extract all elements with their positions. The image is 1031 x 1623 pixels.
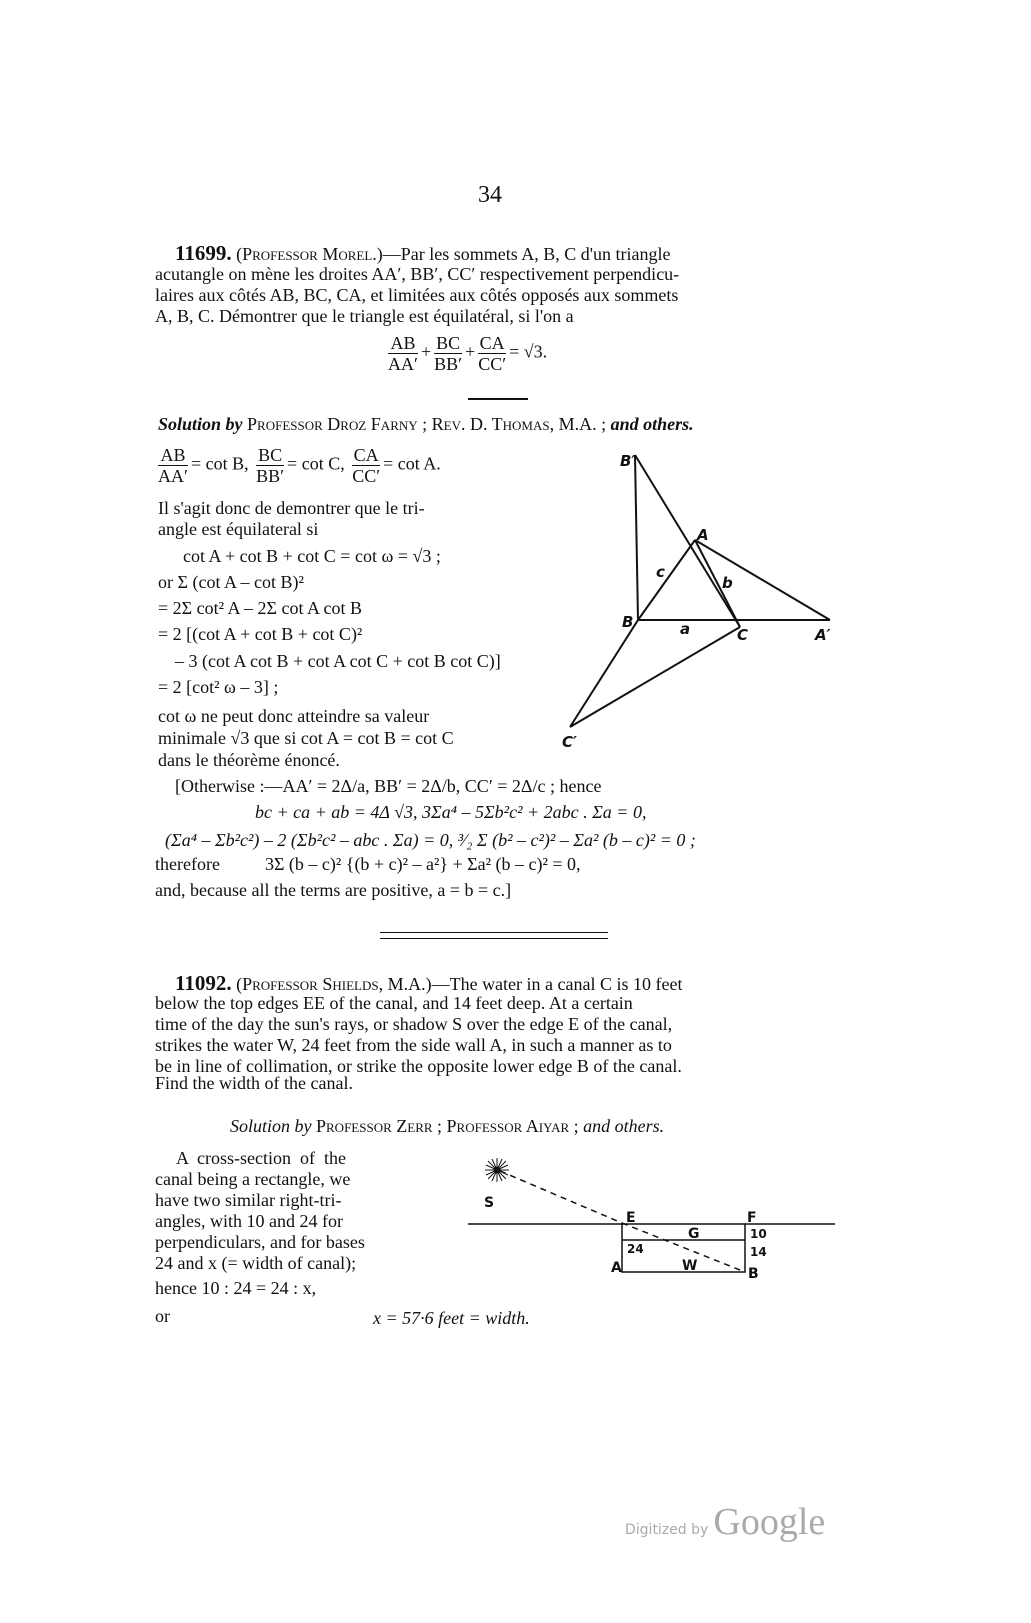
problem-number: 11092. <box>175 971 232 995</box>
numerator: CA <box>353 445 379 465</box>
text-line: A, B, C. Démontrer que le triangle est équilatéral, si l'on a <box>155 306 574 326</box>
fraction <box>388 333 418 374</box>
text-line: perpendiculars, and for bases <box>155 1232 365 1252</box>
fraction <box>434 333 462 374</box>
label-e: E <box>626 1210 636 1226</box>
text-line: minimale √3 que si cot A = cot B = cot C <box>158 728 454 748</box>
text: = cot B, <box>190 453 249 474</box>
text-line: hence 10 : 24 = 24 : x, <box>155 1278 317 1298</box>
text-line: time of the day the sun's rays, or shadow S over the edge E of the canal, <box>155 1014 673 1034</box>
text-line: bc + ca + ab = 4Δ √3, 3Σa⁴ – 5Σb²c² + 2abc . Σa = 0, <box>255 802 647 822</box>
line-bpc <box>635 455 740 627</box>
label-10: 10 <box>750 1227 767 1241</box>
text-line: or Σ (cot A – cot B)² <box>158 572 304 592</box>
label-bp: B′ <box>620 452 636 470</box>
sun-ray <box>500 1171 622 1223</box>
label-14: 14 <box>750 1245 767 1259</box>
line-aap <box>695 540 830 620</box>
numerator: BC <box>436 333 461 353</box>
label-a: A <box>611 1260 622 1276</box>
denominator: CC′ <box>352 466 381 486</box>
label-ap: A′ <box>815 626 831 644</box>
solution-credit <box>158 414 694 434</box>
solution-prefix: Solution by <box>158 414 243 434</box>
label-c: C <box>737 626 749 644</box>
solution-suffix: and others. <box>583 1116 665 1136</box>
text-line: angle est équilateral si <box>158 519 319 539</box>
denominator: BB′ <box>256 466 285 486</box>
problem-11092-line <box>175 973 682 994</box>
ray-to-b <box>622 1223 745 1272</box>
label-24: 24 <box>627 1242 644 1256</box>
divider <box>468 398 528 400</box>
text-line: —The water in a canal C is 10 feet <box>431 974 683 994</box>
line-bbp <box>635 455 638 620</box>
google-watermark <box>625 1500 825 1544</box>
numerator: AB <box>158 445 188 466</box>
text-line: —Par les sommets A, B, C d'un triangle <box>382 244 671 264</box>
fraction <box>158 445 188 486</box>
problem-11699-line <box>175 243 671 264</box>
text-line: acutangle on mène les droites AA′, BB′, CC′ respectivement perpendicu- <box>155 264 680 284</box>
text-line: Find the width of the canal. <box>155 1073 353 1093</box>
label-side-b: b <box>722 574 733 592</box>
label-s: S <box>484 1195 495 1211</box>
watermark-logo: Google <box>713 1501 826 1543</box>
text-line: Il s'agit donc de demontrer que le tri- <box>158 498 425 518</box>
text-line: angles, with 10 and 24 for <box>155 1211 343 1231</box>
label-side-a: a <box>680 620 691 638</box>
fraction <box>256 445 284 486</box>
text-line: therefore 3Σ (b – c)² {(b + c)² – a²} + Σa² (b – c)² = 0, <box>155 854 581 874</box>
text-line: – 3 (cot A cot B + cot A cot C + cot B cot C)] <box>175 651 501 671</box>
text-line: (Σa⁴ – Σb²c²) – 2 (Σb²c² – abc . Σa) = 0, ³⁄₂ Σ (b² – c²)² – Σa² (b – c)² = 0 ; <box>165 830 696 850</box>
label-w: W <box>682 1258 698 1274</box>
text-line: have two similar right-tri- <box>155 1190 342 1210</box>
final-equation: x = 57·6 feet = width. <box>373 1308 530 1328</box>
sun-icon <box>485 1158 509 1182</box>
text-line: strikes the water W, 24 feet from the side wall A, in such a manner as to <box>155 1035 672 1055</box>
denominator: CC′ <box>478 354 507 374</box>
text: = cot A. <box>383 453 441 474</box>
double-divider <box>380 932 608 939</box>
fraction <box>352 445 380 486</box>
label-a: A <box>697 526 709 544</box>
text-line: 24 and x (= width of canal); <box>155 1253 357 1273</box>
fraction <box>478 333 506 374</box>
line-ac <box>695 540 740 627</box>
canal-rect <box>622 1224 745 1272</box>
label-cp: C′ <box>562 733 577 751</box>
text-line: = 2 [(cot A + cot B + cot C)² <box>158 624 363 644</box>
denominator: AA′ <box>388 354 418 374</box>
text-line: canal being a rectangle, we <box>155 1169 351 1189</box>
line-cpc <box>570 627 740 727</box>
text-line: be in line of collimation, or strike the opposite lower edge B of the canal. <box>155 1056 682 1076</box>
text-line: dans le théorème énoncé. <box>158 750 340 770</box>
numerator: CA <box>479 333 505 353</box>
text-or: or <box>155 1306 170 1326</box>
text-line: = 2Σ cot² A – 2Σ cot A cot B <box>158 598 363 618</box>
cot-equations <box>155 445 441 486</box>
label-side-c: c <box>656 563 665 581</box>
problem-author: (Professor Shields, M.A.) <box>236 974 432 994</box>
solution-prefix: Solution by <box>230 1116 312 1136</box>
text-line: [Otherwise :—AA′ = 2Δ/a, BB′ = 2Δ/b, CC′ = 2Δ/c ; hence <box>175 776 602 796</box>
text-line: A cross-section of the <box>176 1148 346 1168</box>
numerator: AB <box>388 333 418 354</box>
solution-credit <box>230 1116 664 1136</box>
watermark-prefix: Digitized by <box>625 1522 709 1538</box>
solution-names: Professor Droz Farny ; Rev. D. Thomas, M.A. ; <box>247 414 607 434</box>
solution-names: Professor Zerr ; Professor Aiyar ; <box>316 1116 579 1136</box>
text-line: and, because all the terms are positive, a = b = c.] <box>155 880 512 900</box>
equation: $\frac{AB}{AA'}$ + $\frac{BC}{BB'}$ + $\frac{CA}{CC'}$ = √3. <box>388 333 548 374</box>
text-line: cot ω ne peut donc atteindre sa valeur <box>158 706 430 726</box>
numerator: BC <box>258 445 283 465</box>
denominator: BB′ <box>434 354 463 374</box>
label-b: B <box>748 1266 759 1282</box>
line-ba <box>638 540 695 620</box>
line-cpb <box>570 620 638 727</box>
equation-rhs: = √3. <box>509 341 548 362</box>
label-f: F <box>747 1210 757 1226</box>
problem-number: 11699. <box>175 241 232 265</box>
page-number: 34 <box>478 182 502 208</box>
problem-author: (Professor Morel.) <box>236 244 383 264</box>
text: = cot C, <box>287 453 345 474</box>
solution-suffix: and others. <box>610 414 694 434</box>
text-line: below the top edges EE of the canal, and 14 feet deep. At a certain <box>155 993 633 1013</box>
text-line: laires aux côtés AB, BC, CA, et limitées aux côtés opposés aux sommets <box>155 285 679 305</box>
label-g: G <box>688 1226 700 1242</box>
text-line: = 2 [cot² ω – 3] ; <box>158 677 279 697</box>
label-b: B <box>622 613 634 631</box>
denominator: AA′ <box>158 466 188 486</box>
text-line: cot A + cot B + cot C = cot ω = √3 ; <box>183 546 441 566</box>
